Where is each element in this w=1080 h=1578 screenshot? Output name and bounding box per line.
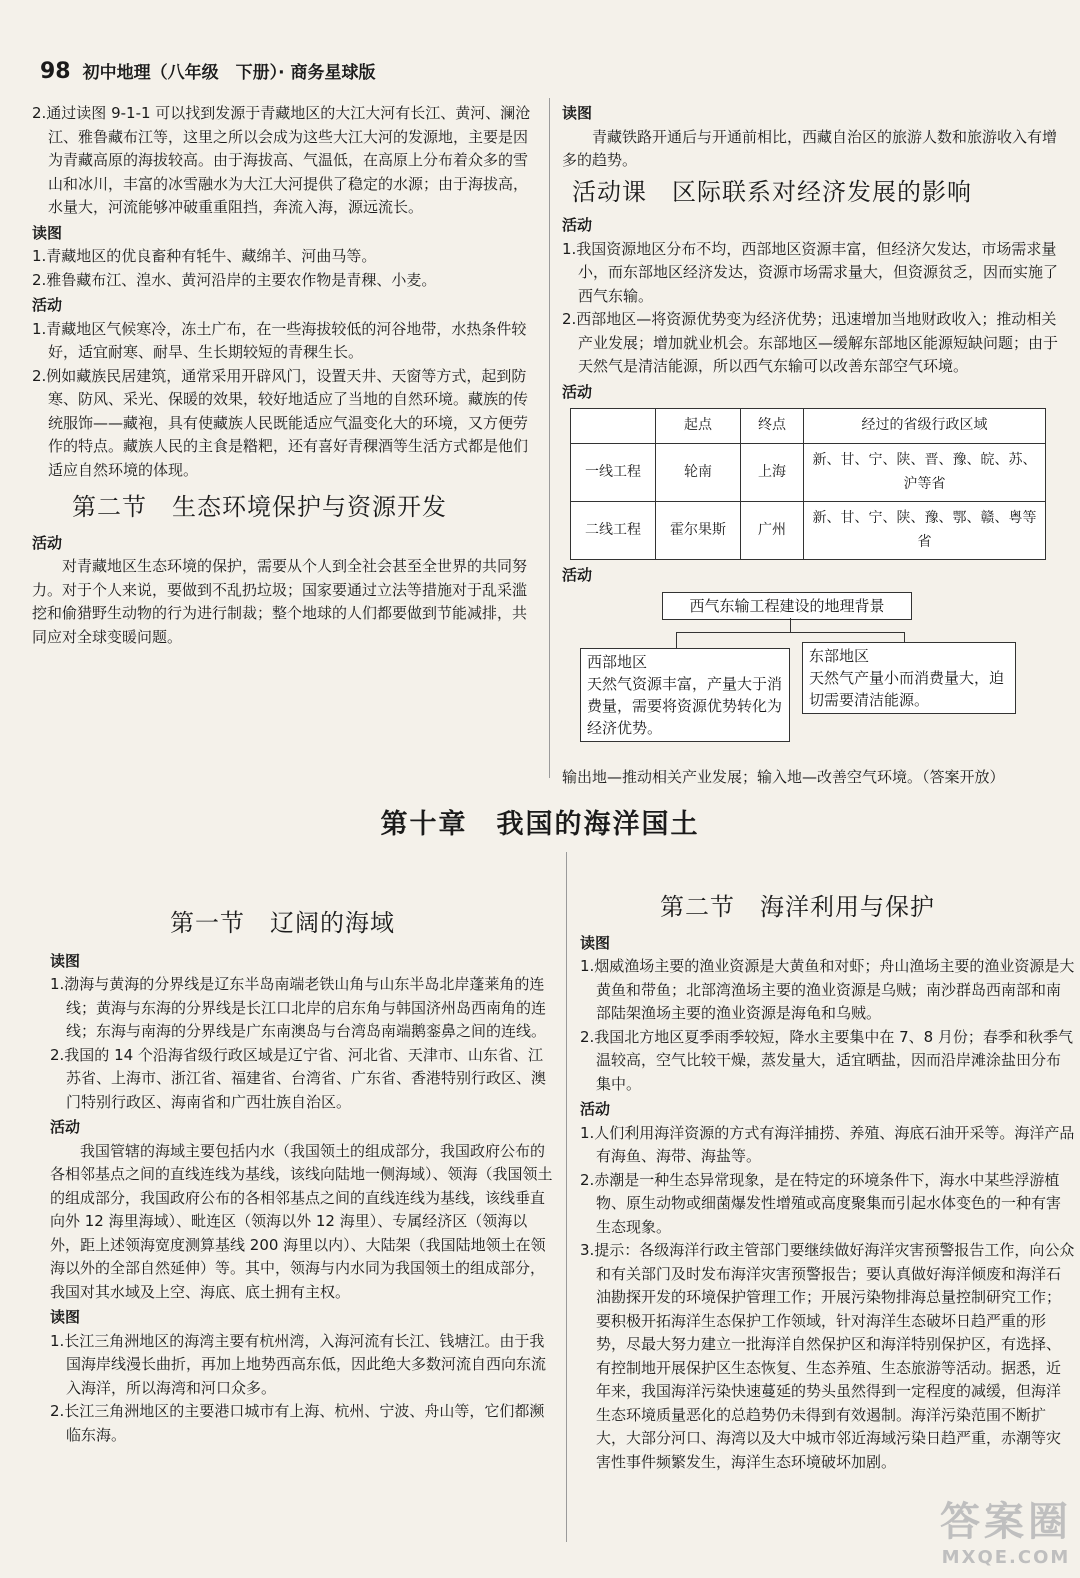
label-huodong: 活动 [50,1118,81,1136]
section-title: 第二节 生态环境保护与资源开发 [72,493,447,521]
column-divider-bottom [566,852,567,1542]
answer-item: 2.我国北方地区夏季雨季较短，降水主要集中在 7、8 月份；春季和秋季气温较高，空气比较干燥，蒸发量大，适宜晒盐，因而沿岸滩涂盐田分布集中。 [580,1027,1073,1093]
label-dutu: 读图 [50,1308,81,1326]
label-dutu: 读图 [32,223,63,242]
answer-paragraph: 青藏铁路开通后与开通前相比，西藏自治区的旅游人数和旅游收入有增多的趋势。 [562,127,1058,169]
east-title: 东部地区 [809,646,870,665]
table-row [571,502,1046,560]
bottom-left-column [50,909,555,1447]
activity-title: 活动课 区际联系对经济发展的影响 [572,177,972,206]
watermark-url: MXQE.COM [941,1547,1071,1568]
label-huodong: 活动 [32,296,63,314]
diagram-top-box: 西气东输工程建设的地理背景 [662,592,912,620]
top-right-column [562,100,1062,789]
answer-item: 1.青藏地区气候寒冷，冻土广布，在一些海拔较低的河谷地带，水热条件较好，适宜耐寒、耐旱、生长期较短的青稞生长。 [32,319,527,361]
diagram-connector [676,632,904,633]
answer-item: 2.赤潮是一种生态异常现象，是在特定的环境条件下，海水中某些浮游植物、原生动物或细菌爆发性增殖或高度聚集而引起水体变色的一种有害生态现象。 [580,1170,1062,1236]
background-diagram [562,592,1062,762]
chapter-title: 第十章 我国的海洋国土 [380,809,700,840]
book-title: 初中地理（八年级 下册）· 商务星球版 [82,63,376,83]
table-cell: 上海 [741,444,804,502]
west-text: 天然气资源丰富，产量大于消费量，需要将资源优势转化为经济优势。 [587,674,783,737]
table-cell: 新、甘、宁、陕、豫、鄂、赣、粤等省 [804,502,1046,560]
section-title: 第一节 辽阔的海域 [170,909,395,937]
answer-item: 2.长江三角洲地区的主要港口城市有上海、杭州、宁波、舟山等，它们都濒临东海。 [50,1402,545,1444]
column-divider-top [549,98,550,778]
page-number: 98 [40,59,71,84]
answer-item: 3.提示：各级海洋行政主管部门要继续做好海洋灾害预警报告工作，向公众和有关部门及时发布海洋灾害预警报告；要认真做好海洋倾废和海洋石油勘探开发的环境保护管理工作；开展污染物排海总量控制研究工作；要积极开拓海洋生态保护工作领域，针对海洋生态破坏日趋严重的形势，尽最大努力建立一批海洋自然保护区和海洋特别保护区，有选择、有控制地开展保护区生态恢复、生态养殖、生态旅游等活动。据悉，近年来，我国海洋污染快速蔓延的势头虽然得到一定程度的减缓，但海洋生态环境质量恶化的总趋势仍未得到有效遏制。海洋污染范围不断扩大，大部分河口、海湾以及大中城市邻近海域污染日趋严重，赤潮等灾害性事件频繁发生，海洋生态环境破坏加剧。 [580,1241,1075,1471]
answer-item: 2.雅鲁藏布江、湟水、黄河沿岸的主要农作物是青稞、小麦。 [32,270,437,289]
answer-item: 1.青藏地区的优良畜种有牦牛、藏绵羊、河曲马等。 [32,247,377,265]
label-huodong: 活动 [32,533,63,552]
answer-item: 2.我国的 14 个沿海省级行政区域是辽宁省、河北省、天津市、山东省、江苏省、上海市、浙江省、福建省、台湾省、广东省、香港特别行政区、澳门特别行政区、海南省和广西壮族自治区。 [50,1045,547,1111]
top-left-column [32,102,535,649]
table-cell: 新、甘、宁、陕、晋、豫、皖、苏、沪等省 [804,444,1046,502]
label-huodong: 活动 [562,566,593,584]
watermark [940,1490,1072,1568]
label-huodong: 活动 [562,382,593,401]
answer-item: 2.西部地区—将资源优势变为经济优势；迅速增加当地财政收入；推动相关产业发展；增加就业机会。东部地区—缓解东部地区能源短缺问题；由于天然气是清洁能源，所以西气东输可以改善东部空气环境。 [562,310,1059,375]
diagram-connector [676,632,677,648]
table-cell: 一线工程 [571,444,656,502]
diagram-east-box [802,642,1016,714]
answer-item: 2.例如藏族民居建筑，通常采用开辟风门，设置天井、天窗等方式，起到防寒、防风、采光、保暖的效果，较好地适应了当地的自然环境。藏族的传统服饰——藏袍，具有使藏族人民既能适应气温变化大的环境，又方便劳作的特点。藏族人民的主食是糌粑，还有喜好青稞酒等生活方式都是他们适应自然环境的体现。 [32,366,529,479]
answer-paragraph: 我国管辖的海域主要包括内水（我国领土的组成部分，我国政府公布的各相邻基点之间的直线连线为基线，该线向陆地一侧海域）、领海（我国领土的组成部分，我国政府公布的各相邻基点之间的直线连线为基线，该线垂直向外 12 海里海域）、毗连区（领海以外 12 海里）、专属经济区（领海以外，距上述领海宽度测算基线 200 海里以内）、大陆架（我国陆地领土在领海以外的全部自然延伸）等。其中，领海与内水同为我国领土的组成部分，我国对其水域及上空、海底、底土拥有主权。 [50,1141,553,1301]
table-header-cell: 经过的省级行政区域 [804,409,1046,444]
page-header [40,58,376,84]
table-cell: 霍尔果斯 [656,502,741,560]
east-text: 天然气产量小而消费量大，迫切需要清洁能源。 [809,668,1005,709]
answer-item: 2.通过读图 9-1-1 可以找到发源于青藏地区的大江大河有长江、黄河、澜沧江、雅鲁藏布江等，这里之所以会成为这些大江大河的发源地，主要是因为青藏高原的海拔较高。由于海拔高、气温低，在高原上分布着众多的雪山和冰川，丰富的冰雪融水为大江大河提供了稳定的水源；由于海拔高，水量大，河流能够冲破重重阻挡，奔流入海，源远流长。 [32,104,531,216]
label-dutu: 读图 [580,933,611,952]
west-title: 西部地区 [587,652,648,671]
answer-item: 1.烟威渔场主要的渔业资源是大黄鱼和对虾；舟山渔场主要的渔业资源是大黄鱼和带鱼；北部湾渔场主要的渔业资源是乌贼；南沙群岛西南部和南部陆架渔场主要的渔业资源是海龟和乌贼。 [580,957,1075,1022]
answer-paragraph: 输出地—推动相关产业发展；输入地—改善空气环境。（答案开放） [562,767,1005,786]
diagram-west-box [580,648,790,742]
answer-paragraph: 对青藏地区生态环境的保护，需要从个人到全社会甚至全世界的共同努力。对于个人来说，要做到不乱扔垃圾；国家要通过立法等措施对于乱采滥挖和偷猎野生动物的行为进行制裁；整个地球的人们都要做到节能减排，共同应对全球变暖问题。 [32,557,528,646]
answer-item: 1.长江三角洲地区的海湾主要有杭州湾，入海河流有长江、钱塘江。由于我国海岸线漫长曲折，再加上地势西高东低，因此绝大多数河流自西向东流入海洋，所以海湾和河口众多。 [50,1331,547,1397]
label-huodong: 活动 [580,1100,611,1118]
watermark-logo: 答案圈 [940,1499,1072,1545]
section-title: 第二节 海洋利用与保护 [660,893,935,921]
diagram-connector [790,618,791,632]
table-header-cell: 终点 [741,409,804,444]
pipeline-table [570,408,1046,560]
table-header-cell: 起点 [656,409,741,444]
label-dutu: 读图 [50,951,81,970]
table-cell: 轮南 [656,444,741,502]
label-dutu: 读图 [562,104,593,122]
table-cell: 二线工程 [571,502,656,560]
table-header-cell [571,409,656,444]
table-header-row [571,409,1046,444]
answer-item: 1.人们利用海洋资源的方式有海洋捕捞、养殖、海底石油开采等。海洋产品有海鱼、海带、海盐等。 [580,1123,1075,1165]
label-huodong: 活动 [562,216,593,234]
table-row [571,444,1046,502]
answer-item: 1.我国资源地区分布不均，西部地区资源丰富，但经济欠发达，市场需求量小，而东部地区经济发达，资源市场需求量大，但资源贫乏，因而实施了西气东输。 [562,239,1059,305]
bottom-right-column [580,893,1075,1474]
answer-item: 1.渤海与黄海的分界线是辽东半岛南端老铁山角与山东半岛北岸蓬莱角的连线；黄海与东海的分界线是长江口北岸的启东角与韩国济州岛西南角的连线；东海与南海的分界线是广东南澳岛与台湾岛南端鹅銮鼻之间的连线。 [50,975,547,1040]
table-cell: 广州 [741,502,804,560]
